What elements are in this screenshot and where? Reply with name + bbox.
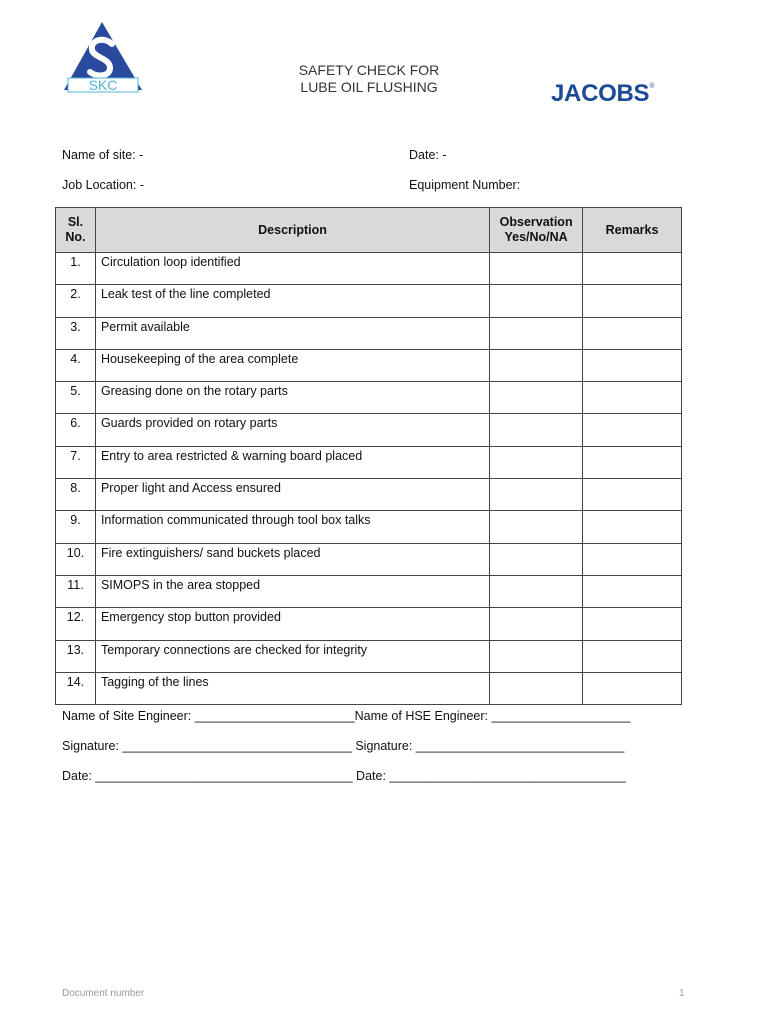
row-description: Fire extinguishers/ sand buckets placed <box>95 543 489 575</box>
signoff-engineer-names: Name of Site Engineer: _______________________Name of HSE Engineer: ____________________ <box>62 709 631 723</box>
row-description: Tagging of the lines <box>95 672 489 704</box>
skc-logo-text: SKC <box>88 77 118 93</box>
row-description: Emergency stop button provided <box>95 608 489 640</box>
row-description: Greasing done on the rotary parts <box>95 382 489 414</box>
row-sl-no: 12. <box>56 608 96 640</box>
header-remarks: Remarks <box>583 208 682 253</box>
row-description: SIMOPS in the area stopped <box>95 575 489 607</box>
table-row <box>56 382 682 414</box>
row-sl-no: 11. <box>56 575 96 607</box>
row-observation-cell[interactable] <box>490 317 583 349</box>
table-row <box>56 446 682 478</box>
row-observation-cell[interactable] <box>490 349 583 381</box>
table-row <box>56 640 682 672</box>
table-row <box>56 672 682 704</box>
table-row <box>56 608 682 640</box>
row-observation-cell[interactable] <box>490 575 583 607</box>
row-observation-cell[interactable] <box>490 608 583 640</box>
jacobs-logo-text: JACOBS <box>551 80 650 107</box>
row-remarks-cell[interactable] <box>583 511 682 543</box>
row-sl-no: 3. <box>56 317 96 349</box>
row-sl-no: 4. <box>56 349 96 381</box>
row-sl-no: 13. <box>56 640 96 672</box>
row-description: Permit available <box>95 317 489 349</box>
row-remarks-cell[interactable] <box>583 543 682 575</box>
row-observation-cell[interactable] <box>490 479 583 511</box>
table-row <box>56 479 682 511</box>
jacobs-logo <box>551 80 654 108</box>
row-sl-no: 14. <box>56 672 96 704</box>
row-observation-cell[interactable] <box>490 446 583 478</box>
row-observation-cell[interactable] <box>490 285 583 317</box>
safety-checklist-table <box>55 207 682 705</box>
row-remarks-cell[interactable] <box>583 349 682 381</box>
row-remarks-cell[interactable] <box>583 317 682 349</box>
row-remarks-cell[interactable] <box>583 608 682 640</box>
row-remarks-cell[interactable] <box>583 575 682 607</box>
table-row <box>56 543 682 575</box>
header-observation-line2: Yes/No/NA <box>504 230 568 244</box>
row-sl-no: 2. <box>56 285 96 317</box>
table-row <box>56 285 682 317</box>
row-observation-cell[interactable] <box>490 414 583 446</box>
footer-document-number: Document number <box>62 988 145 999</box>
row-sl-no: 8. <box>56 479 96 511</box>
header-observation-line1: Observation <box>499 215 573 229</box>
date-field: Date: - <box>409 148 447 162</box>
row-description: Guards provided on rotary parts <box>95 414 489 446</box>
footer-page-number: 1 <box>679 988 685 999</box>
table-row <box>56 317 682 349</box>
row-sl-no: 9. <box>56 511 96 543</box>
registered-mark: ® <box>649 83 655 90</box>
table-header-row <box>56 208 682 253</box>
row-remarks-cell[interactable] <box>583 414 682 446</box>
header-sl-no <box>56 208 96 253</box>
signoff-dates: Date: _____________________________________ Date: __________________________________ <box>62 769 626 783</box>
row-description: Housekeeping of the area complete <box>95 349 489 381</box>
row-remarks-cell[interactable] <box>583 285 682 317</box>
row-remarks-cell[interactable] <box>583 253 682 285</box>
row-remarks-cell[interactable] <box>583 382 682 414</box>
row-description: Leak test of the line completed <box>95 285 489 317</box>
table-row <box>56 414 682 446</box>
row-description: Proper light and Access ensured <box>95 479 489 511</box>
row-description: Temporary connections are checked for integrity <box>95 640 489 672</box>
row-sl-no: 6. <box>56 414 96 446</box>
site-name-field: Name of site: - <box>62 148 144 162</box>
row-description: Entry to area restricted & warning board placed <box>95 446 489 478</box>
table-row <box>56 253 682 285</box>
row-sl-no: 5. <box>56 382 96 414</box>
row-sl-no: 7. <box>56 446 96 478</box>
row-sl-no: 1. <box>56 253 96 285</box>
row-observation-cell[interactable] <box>490 543 583 575</box>
row-observation-cell[interactable] <box>490 640 583 672</box>
signoff-signatures: Signature: _________________________________ Signature: ______________________________ <box>62 739 625 753</box>
row-observation-cell[interactable] <box>490 382 583 414</box>
row-remarks-cell[interactable] <box>583 479 682 511</box>
header-sl-line1: Sl. <box>67 215 84 229</box>
row-remarks-cell[interactable] <box>583 672 682 704</box>
row-description: Circulation loop identified <box>95 253 489 285</box>
table-row <box>56 511 682 543</box>
row-remarks-cell[interactable] <box>583 640 682 672</box>
row-sl-no: 10. <box>56 543 96 575</box>
equipment-number-field: Equipment Number: <box>409 178 521 192</box>
row-observation-cell[interactable] <box>490 672 583 704</box>
row-observation-cell[interactable] <box>490 511 583 543</box>
table-row <box>56 349 682 381</box>
title-line-2: LUBE OIL FLUSHING <box>300 79 438 95</box>
row-description: Information communicated through tool box talks <box>95 511 489 543</box>
row-observation-cell[interactable] <box>490 253 583 285</box>
row-remarks-cell[interactable] <box>583 446 682 478</box>
header-observation <box>490 208 583 253</box>
title-line-1: SAFETY CHECK FOR <box>298 62 440 78</box>
header-description: Description <box>95 208 489 253</box>
table-row <box>56 575 682 607</box>
job-location-field: Job Location: - <box>62 178 144 192</box>
header-sl-line2: No. <box>65 230 86 244</box>
